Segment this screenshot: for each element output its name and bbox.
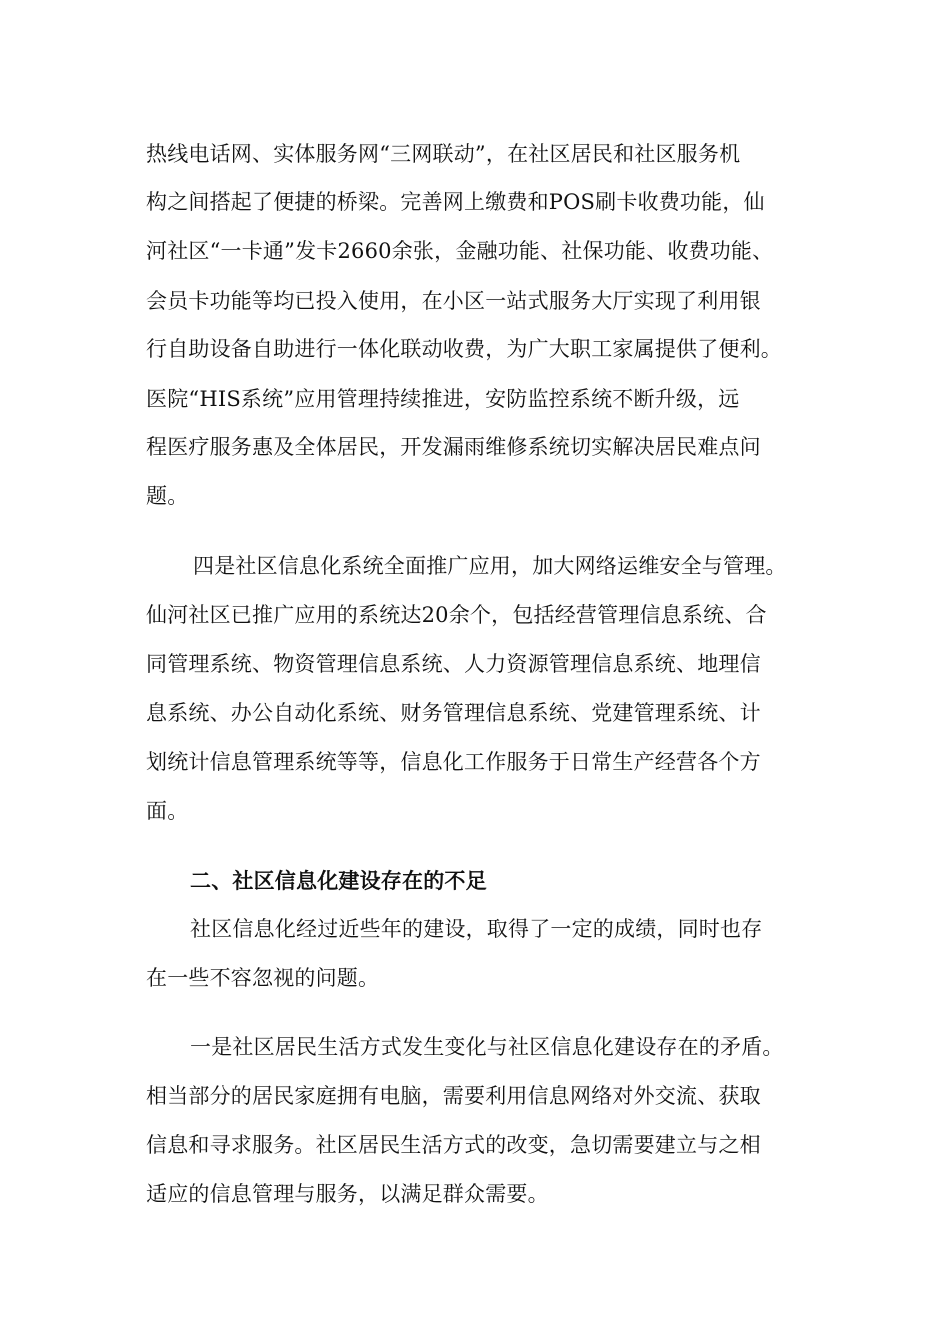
paragraph-3-line-2: 在一些不容忽视的问题。 [146, 966, 380, 990]
paragraph-4-line-4: 适应的信息管理与服务，以满足群众需要。 [146, 1182, 549, 1206]
paragraph-1-line-6: 医院“HIS系统”应用管理持续推进，安防监控系统不断升级，远 [146, 387, 740, 411]
paragraph-2-line-1: 四是社区信息化系统全面推广应用，加大网络运维安全与管理。 [193, 554, 787, 578]
paragraph-2-line-4: 息系统、办公自动化系统、财务管理信息系统、党建管理系统、计 [146, 701, 761, 725]
paragraph-1-line-3: 河社区“一卡通”发卡2660余张，金融功能、社保功能、收费功能、 [146, 239, 774, 263]
paragraph-2-line-6: 面。 [146, 799, 189, 823]
paragraph-1-line-2: 构之间搭起了便捷的桥梁。完善网上缴费和POS刷卡收费功能，仙 [146, 190, 765, 214]
paragraph-2-line-3: 同管理系统、物资管理信息系统、人力资源管理信息系统、地理信 [146, 652, 761, 676]
paragraph-1-line-5: 行自助设备自助进行一体化联动收费，为广大职工家属提供了便利。 [146, 337, 782, 361]
section-heading: 二、社区信息化建设存在的不足 [190, 868, 487, 893]
paragraph-3-line-1: 社区信息化经过近些年的建设，取得了一定的成绩，同时也存 [190, 917, 763, 941]
paragraph-2-line-2: 仙河社区已推广应用的系统达20余个，包括经营管理信息系统、合 [146, 603, 767, 627]
paragraph-4-line-3: 信息和寻求服务。社区居民生活方式的改变，急切需要建立与之相 [146, 1133, 761, 1157]
paragraph-4-line-2: 相当部分的居民家庭拥有电脑，需要利用信息网络对外交流、获取 [146, 1084, 761, 1108]
paragraph-1-line-1: 热线电话网、实体服务网“三网联动”，在社区居民和社区服务机 [146, 142, 741, 166]
paragraph-1-line-7: 程医疗服务惠及全体居民，开发漏雨维修系统切实解决居民难点问 [146, 435, 761, 459]
paragraph-2-line-5: 划统计信息管理系统等等，信息化工作服务于日常生产经营各个方 [146, 750, 761, 774]
paragraph-1-line-8: 题。 [146, 484, 189, 508]
paragraph-1-line-4: 会员卡功能等均已投入使用，在小区一站式服务大厅实现了利用银 [146, 289, 761, 313]
paragraph-4-line-1: 一是社区居民生活方式发生变化与社区信息化建设存在的矛盾。 [190, 1035, 784, 1059]
